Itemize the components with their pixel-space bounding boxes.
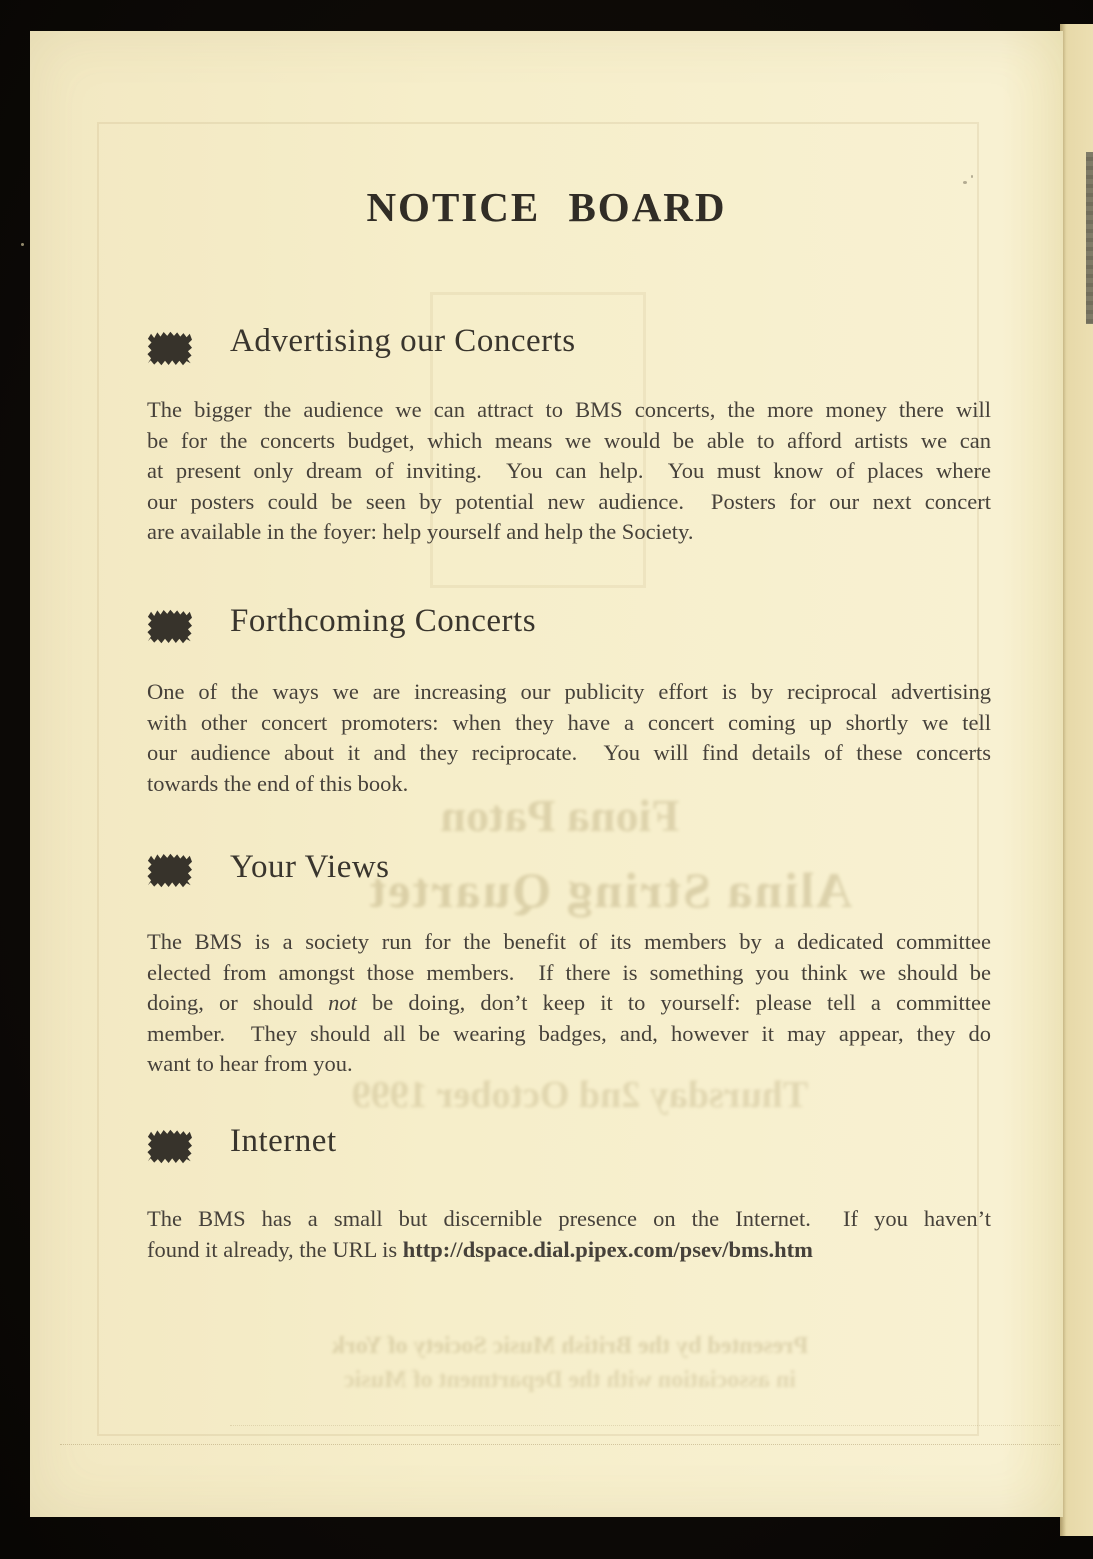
paragraph-line: be for the concerts budget, which means we would be able to afford artists we can <box>147 427 991 453</box>
page-title: NOTICE BOARD <box>366 184 727 230</box>
paragraph-line: The bigger the audience we can attract to BMS concerts, the more money there will <box>147 397 991 422</box>
section-heading: Forthcoming Concerts <box>230 603 537 639</box>
paragraph-line: doing, or should not be doing, don’t keep it to yourself: please tell a committee <box>147 990 991 1016</box>
paragraph-line: member. They should all be wearing badges, and, however it may appear, they do <box>147 1020 991 1046</box>
paragraph-line: The BMS has a small but discernible presence on the Internet. If you haven’t <box>147 1206 991 1231</box>
paragraph-line: One of the ways we are increasing our publicity effort is by reciprocal advertising <box>147 679 991 704</box>
section-heading: Your Views <box>230 849 390 885</box>
bleedthrough-text: Alina String Quartet <box>367 862 853 918</box>
paragraph-line: towards the end of this book. <box>147 770 409 796</box>
bleedthrough-text: Thursday 2nd October 1999 <box>351 1074 809 1116</box>
section-heading: Advertising our Concerts <box>230 323 576 359</box>
scan-speck <box>971 175 973 178</box>
bleedthrough-text: Fiona Paton <box>440 790 680 841</box>
scan-speck <box>21 243 24 246</box>
bleedthrough-rule <box>230 1425 1060 1426</box>
section-paragraph <box>147 677 991 799</box>
bleedthrough-rule <box>60 1444 1060 1445</box>
paragraph-line: our posters could be seen by potential new audience. Posters for our next concert <box>147 488 991 514</box>
paragraph-line: The BMS is a society run for the benefit of its members by a dedicated committee <box>147 929 991 954</box>
paragraph-line: want to hear from you. <box>147 1051 353 1077</box>
adjacent-page-picture-strip <box>1086 152 1093 324</box>
paragraph-line: at present only dream of inviting. You can help. You must know of places where <box>147 458 991 484</box>
paragraph-line: are available in the foyer: help yourself and help the Society. <box>147 519 694 545</box>
scan-speck <box>963 181 967 184</box>
bleedthrough-text: Presented by the British Music Society of York <box>331 1333 809 1359</box>
paragraph-line: our audience about it and they reciprocate. You will find details of these concerts <box>147 740 991 766</box>
section-paragraph <box>147 395 991 548</box>
section-paragraph <box>147 927 991 1080</box>
paragraph-line: elected from amongst those members. If there is something you think we should be <box>147 959 991 985</box>
paragraph-line: found it already, the URL is http://dspace.dial.pipex.com/psev/bms.htm <box>147 1236 813 1262</box>
bleedthrough-text: in association with the Department of Music <box>344 1367 796 1393</box>
scanned-page <box>30 31 1063 1517</box>
section-paragraph <box>147 1204 991 1265</box>
section-heading: Internet <box>230 1123 337 1159</box>
paragraph-line: with other concert promoters: when they have a concert coming up shortly we tell <box>147 709 991 735</box>
